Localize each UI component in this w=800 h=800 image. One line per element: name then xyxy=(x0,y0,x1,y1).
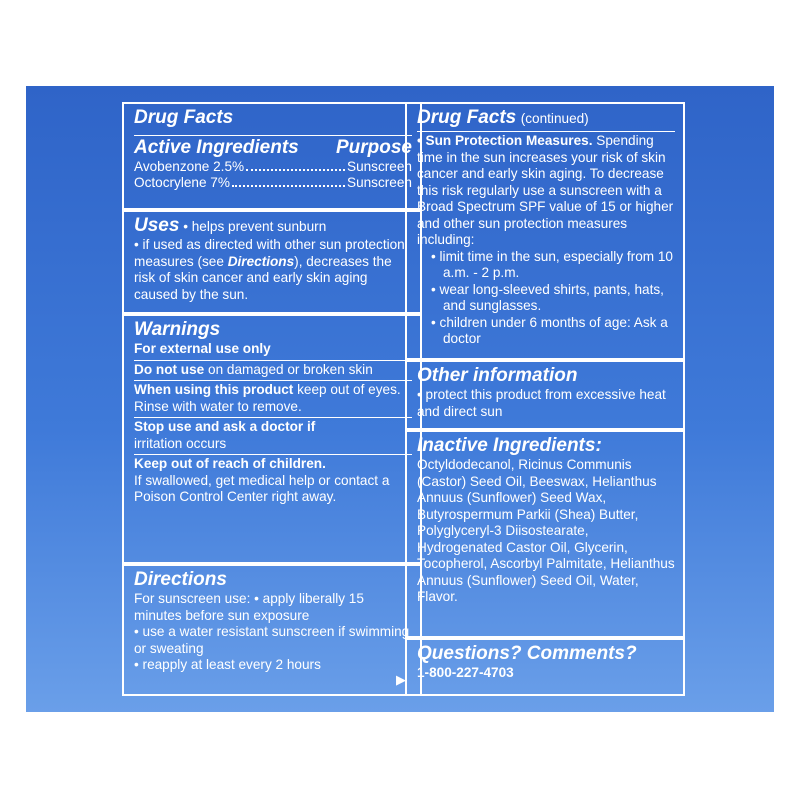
uses-heading: Uses xyxy=(134,215,180,236)
do-not-use-text: on damaged or broken skin xyxy=(204,361,373,377)
uses-section xyxy=(124,212,420,316)
directions-line-1: For sunscreen use: • apply liberally 15 minutes before sun exposure xyxy=(134,591,364,623)
when-using-label: When using this product xyxy=(134,382,294,397)
label-panel xyxy=(26,86,774,712)
uses-line-1: • helps prevent sunburn xyxy=(183,219,327,234)
ingredient-row xyxy=(134,175,412,191)
stop-use-text: irritation occurs xyxy=(134,435,227,451)
sun-protection-body: Spending time in the sun increases your risk of skin cancer and early skin aging. To decrease this risk regularly use a sunscreen with a Broad Spectrum SPF value of 15 or higher and other sun protection measures including: xyxy=(417,133,674,247)
list-item: • wear long-sleeved shirts, pants, hats, and sunglasses. xyxy=(431,281,664,313)
drug-facts-left-column xyxy=(122,102,422,696)
directions-section xyxy=(124,566,420,694)
inactive-ingredients-section xyxy=(407,432,683,640)
list-item: • children under 6 months of age: Ask a doctor xyxy=(431,314,668,346)
directions-reference: Directions xyxy=(227,253,295,269)
ingredient-purpose: Sunscreen xyxy=(347,159,412,174)
continued-label: (continued) xyxy=(520,111,589,126)
purpose-heading: Purpose xyxy=(335,137,412,158)
directions-line-2: • use a water resistant sunscreen if swimming or sweating xyxy=(134,624,410,656)
leader-dots xyxy=(232,175,345,187)
drug-facts-title: Drug Facts xyxy=(134,107,234,128)
do-not-use-label: Do not use xyxy=(134,361,205,377)
keep-out-of-reach-label: Keep out of reach of children. xyxy=(134,456,326,471)
when-using xyxy=(134,380,412,415)
ingredient-row xyxy=(134,159,412,175)
questions-heading: Questions? Comments? xyxy=(417,643,637,664)
other-information-text: • protect this product from excessive heat and direct sun xyxy=(417,387,666,419)
keep-out-of-reach-text: If swallowed, get medical help or contact a Poison Control Center right away. xyxy=(134,472,390,504)
active-ingredients-heading: Active Ingredients xyxy=(134,137,299,158)
other-information-heading: Other information xyxy=(417,365,578,386)
uses-line-3: ), decreases the risk of skin cancer and early skin aging caused by the sun. xyxy=(134,253,392,302)
keep-out-of-reach xyxy=(134,454,412,506)
active-ingredients-header xyxy=(134,135,412,159)
uses-line-2: • if used as directed with other sun protection measures (see xyxy=(134,237,405,269)
directions-line-3: • reapply at least every 2 hours xyxy=(134,657,321,672)
inactive-ingredients-text: Octyldodecanol, Ricinus Communis (Castor) Seed Oil, Beeswax, Helianthus Annuus (Sunflower) Seed Wax, Butyrospermum Parkii (Shea) Butter, Polyglyceryl-3 Diisostearate, Hydrogenated Castor Oil, Glycerin, Tocopherol, Ascorbyl Palmitate, Helianthus Annuus (Sunflower) Seed Oil, Water, Flavor. xyxy=(417,457,675,604)
stop-use xyxy=(134,417,412,452)
when-using-text: keep out of eyes. Rinse with water to remove. xyxy=(134,382,401,414)
do-not-use xyxy=(134,360,412,379)
questions-section xyxy=(407,640,683,694)
stop-use-label: Stop use and ask a doctor if xyxy=(134,419,316,434)
sun-protection-text xyxy=(417,131,675,249)
continue-arrow-icon: ▶ xyxy=(396,672,406,687)
sun-protection-section xyxy=(407,104,683,362)
inactive-ingredients-heading: Inactive Ingredients: xyxy=(417,435,602,456)
warnings-heading: Warnings xyxy=(134,319,221,340)
sun-protection-label: • Sun Protection Measures. xyxy=(417,133,593,148)
warnings-section xyxy=(124,316,420,566)
drug-facts-continued-title xyxy=(417,107,675,129)
directions-heading: Directions xyxy=(134,569,227,590)
ingredient-name: Octocrylene 7% xyxy=(134,175,230,190)
uses-text xyxy=(134,215,412,303)
other-information-section xyxy=(407,362,683,432)
external-use-only: For external use only xyxy=(134,341,271,356)
drug-facts-right-column xyxy=(405,102,685,696)
drug-facts-title-continued: Drug Facts xyxy=(417,107,517,128)
ingredient-name: Avobenzone 2.5% xyxy=(134,159,245,174)
ingredient-purpose: Sunscreen xyxy=(347,175,412,190)
phone-number: 1-800-227-4703 xyxy=(417,665,514,680)
drug-facts-header-section xyxy=(124,104,420,212)
list-item: • limit time in the sun, especially from 10 a.m. - 2 p.m. xyxy=(431,248,673,280)
leader-dots xyxy=(246,159,345,171)
